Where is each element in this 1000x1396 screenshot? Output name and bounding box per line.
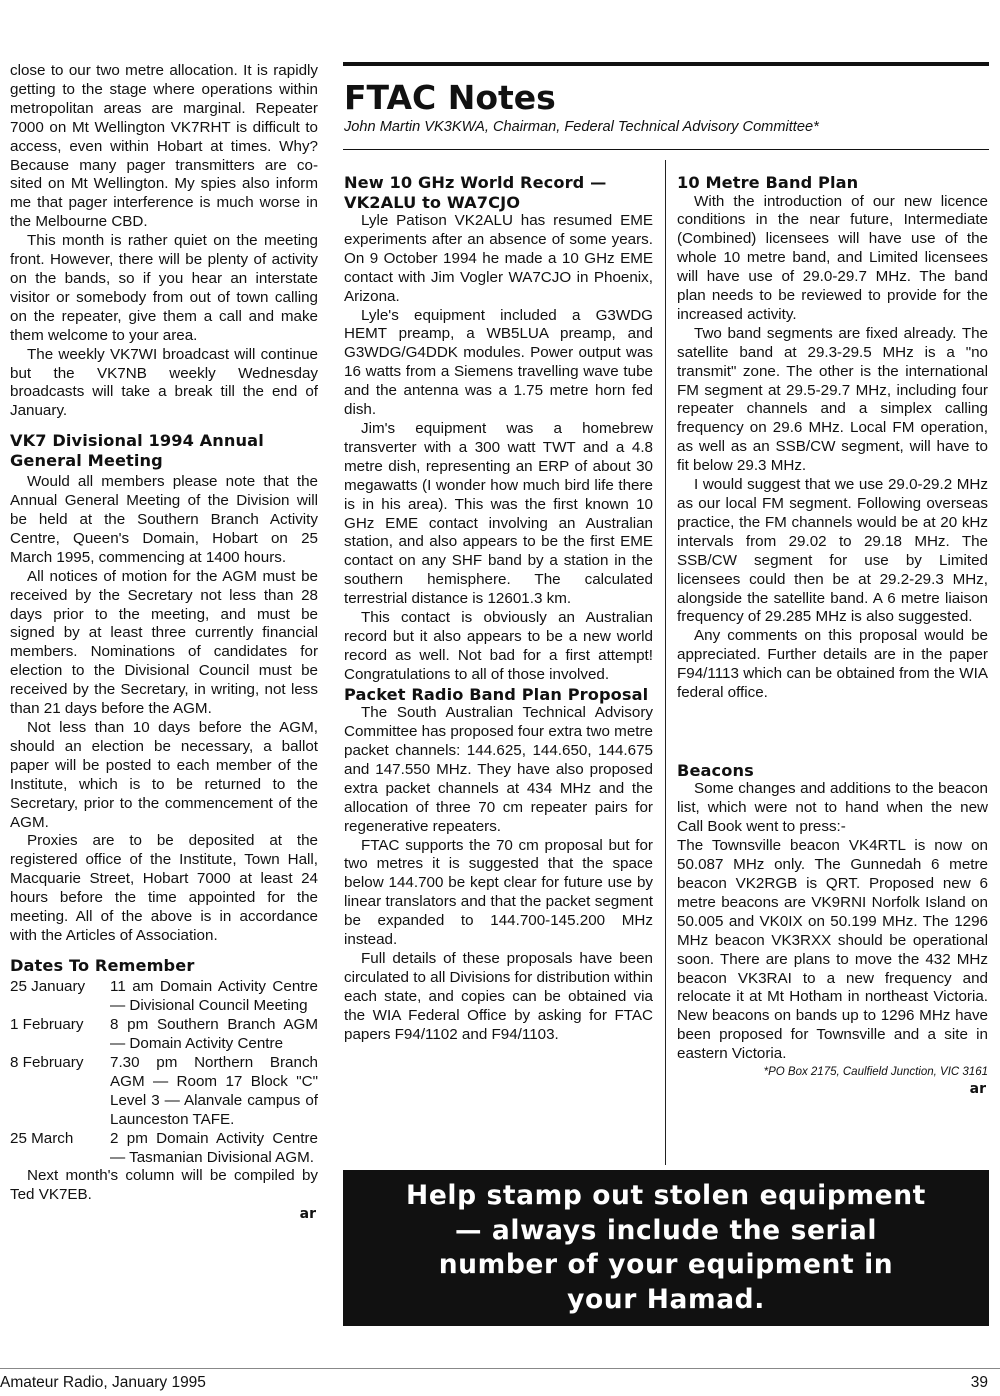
paragraph: Would all members please note that the Annual General Meeting of the Division will be held at the Southern Branch Activity Centre, Queen's Domain, Hobart on 25 March 1995, commencing at 1400 hours. <box>10 473 318 566</box>
dates-table <box>10 978 318 1167</box>
event-cell: 2 pm Domain Activity Centre — Tasmanian Divisional AGM. <box>110 1129 318 1166</box>
banner-line: Help stamp out stolen equipment <box>406 1180 926 1211</box>
left-column <box>10 62 318 1223</box>
paragraph: Not less than 10 days before the AGM, should an election be necessary, a ballot paper will be posted to each member of the Institute, which is to be returned to the Secretary, prior to the commencement of the AGM. <box>10 719 318 831</box>
section-heading-band-plan: 10 Metre Band Plan <box>677 173 859 192</box>
date-row <box>10 1016 318 1054</box>
page-title: FTAC Notes <box>344 78 556 117</box>
paragraph: With the introduction of our new licence conditions in the near future, Intermediate (Combined) licensees will have use of the whole 10 metre band, and Limited licensees will have use of 29.0-29.7 MHz. The band plan needs to be reviewed to provide for the increased activity. <box>677 192 988 323</box>
paragraph: Proxies are to be deposited at the registered office of the Institute, Town Hall, Macquarie Street, Hobart 7000 at least 24 hours before the time appointed for the meeting. All of the above is in accordance with the Articles of Association. <box>10 832 318 944</box>
right-column <box>677 173 988 1098</box>
author-address: *PO Box 2175, Caulfield Junction, VIC 3161 <box>763 1066 988 1079</box>
banner-text <box>406 1179 926 1317</box>
footer-publication: Amateur Radio, January 1995 <box>0 1374 206 1391</box>
ftac-header-rule <box>343 149 989 150</box>
date-row <box>10 1054 318 1130</box>
banner-line: — always include the serial <box>454 1214 878 1246</box>
date-row <box>10 978 318 1016</box>
date-cell: 1 February <box>10 1016 84 1034</box>
section-heading-agm: VK7 Divisional 1994 Annual General Meeting <box>10 431 264 470</box>
paragraph: close to our two metre allocation. It is rapidly getting to the stage where operations within metropolitan areas are marginal. Repeater 7000 on Mt Wellington VK7RHT is difficult to access, even within Hobart at times. Why? Because many pager transmitters are co-sited on Mt Wellington. My spies also inform me that pager interference is much worse in the Melbourne CBD. <box>10 62 318 231</box>
section-heading-record: New 10 GHz World Record — VK2ALU to WA7CJO <box>344 173 607 212</box>
middle-column <box>344 173 653 1044</box>
event-cell: 7.30 pm Northern Branch AGM — Room 17 Block "C" Level 3 — Alanvale campus of Launceston TAFE. <box>110 1054 318 1128</box>
paragraph: All notices of motion for the AGM must be received by the Secretary not less than 28 days prior to the meeting, and must be signed by at least three currently financial members. Nominations of candidates for election to the Divisional Council must be received by the Secretary, in writing, not less than 21 days before the AGM. <box>10 567 318 718</box>
paragraph: Some changes and additions to the beacon list, which were not to hand when the new Call Book went to press:- <box>677 780 988 836</box>
closing-paragraph: Next month's column will be compiled by Ted VK7EB. <box>10 1167 318 1204</box>
paragraph: The South Australian Technical Advisory Committee has proposed four extra two metre packet channels: 144.625, 144.650, 144.675 and 147.550 MHz. They have also proposed extra packet channels at 434 MHz and the allocation of three 70 cm repeater pairs for regenerative repeaters. <box>344 704 653 835</box>
banner-line: your Hamad. <box>567 1283 765 1315</box>
date-cell: 25 January <box>10 978 86 996</box>
ftac-top-rule <box>343 62 989 66</box>
paragraph: Any comments on this proposal would be appreciated. Further details are in the paper F94/1113 which can be obtained from the WIA federal office. <box>677 627 988 702</box>
section-heading-packet: Packet Radio Band Plan Proposal <box>344 684 649 704</box>
paragraph: The weekly VK7WI broadcast will continue but the VK7NB weekly Wednesday broadcasts will take a break till the end of January. <box>10 345 318 420</box>
paragraph: The Townsville beacon VK4RTL is now on 50.087 MHz only. The Gunnedah 6 metre beacon VK2RGB is QRT. Proposed new 6 metre beacons are VK9RNI Norfolk Island on 50.005 and VK0IX on 50.199 MHz. The 1296 MHz beacon VK3RXX should be operational soon. There are plans to move the 432 MHz beacon VK3RAI to a new frequency and relocate it at Mt Hotham in northeast Victoria. New beacons on bands up to 1296 MHz have been proposed for Townsville and a site in eastern Victoria. <box>677 837 988 1063</box>
event-cell: 8 pm Southern Branch AGM — Domain Activity Centre <box>110 1016 318 1053</box>
column-divider <box>665 160 666 1165</box>
paragraph: Lyle's equipment included a G3WDG HEMT preamp, a WB5LUA preamp, and G3WDG/G4DDK modules. Power output was 16 watts from a Siemens travelling wave tube and the antenna was a 1.75 metre horn fed dish. <box>344 306 653 419</box>
page-number: 39 <box>970 1374 988 1391</box>
date-cell: 25 March <box>10 1129 74 1147</box>
paragraph: Two band segments are fixed already. The satellite band at 29.3-29.5 MHz is a "no transmit" zone. The other is the international FM segment at 29.5-29.7 MHz, including four repeater channels and a simplex calling frequency on 29.6 MHz. Local FM operation, as well as an SSB/CW segment, will have to fit below 29.3 MHz. <box>677 324 988 475</box>
author-byline: John Martin VK3KWA, Chairman, Federal Technical Advisory Committee* <box>344 119 819 135</box>
footer-rule <box>0 1368 1000 1369</box>
paragraph: I would suggest that we use 29.0-29.2 MHz as our local FM segment. Following overseas practice, the FM channels would be at 20 kHz intervals from 29.02 to 29.18 MHz. The SSB/CW segment for use by Limited licensees could then be at 29.2-29.3 MHz, alongside the satellite band. A 6 metre liaison frequency of 29.285 MHz is also suggested. <box>677 476 988 626</box>
stolen-equipment-banner <box>343 1170 989 1326</box>
section-heading-dates: Dates To Remember <box>10 955 195 975</box>
paragraph: FTAC supports the 70 cm proposal but for two metres it is suggested that the space below 144.700 be kept clear for future use by linear translators and that the packet segment be expanded to 144.700-145.200 MHz instead. <box>344 836 653 949</box>
spacer <box>677 703 988 761</box>
paragraph: This month is rather quiet on the meeting front. However, there will be plenty of activity on the bands, so if you hear an interstate visitor or somebody from out of town calling on the repeater, give them a call and make them welcome to your area. <box>10 232 318 344</box>
paragraph: This contact is obviously an Australian record but it also appears to be a new world record as well. Not bad for a first attempt! Congratulations to all of those involved. <box>344 609 653 683</box>
paragraph: Lyle Patison VK2ALU has resumed EME experiments after an absence of some years. On 9 October 1994 he made a 10 GHz EME contact with Jim Vogler WA7CJO in Phoenix, Arizona. <box>344 212 653 305</box>
article-end-mark: ar <box>969 1081 986 1098</box>
article-end-mark: ar <box>299 1206 316 1223</box>
paragraph: Full details of these proposals have been circulated to all Divisions for distribution within each state, and copies can be obtained via the WIA Federal Office by asking for FTAC papers F94/1102 and F94/1103. <box>344 949 653 1043</box>
event-cell: 11 am Domain Activity Centre — Divisional Council Meeting <box>110 978 318 1015</box>
section-heading-beacons: Beacons <box>677 760 754 780</box>
date-row <box>10 1130 318 1168</box>
banner-line: number of your equipment in <box>438 1249 894 1280</box>
paragraph: Jim's equipment was a homebrew transverter with a 300 watt TWT and a 4.8 metre dish, representing an ERP of about 30 megawatts (I wonder how much bird life there is in his area). This was the first known 10 GHz EME contact involving an Australian station, and also appears to be the first EME contact on any SHF band by a station in the southern hemisphere. The calculated terrestrial distance is 12601.3 km. <box>344 419 653 608</box>
date-cell: 8 February <box>10 1054 84 1071</box>
